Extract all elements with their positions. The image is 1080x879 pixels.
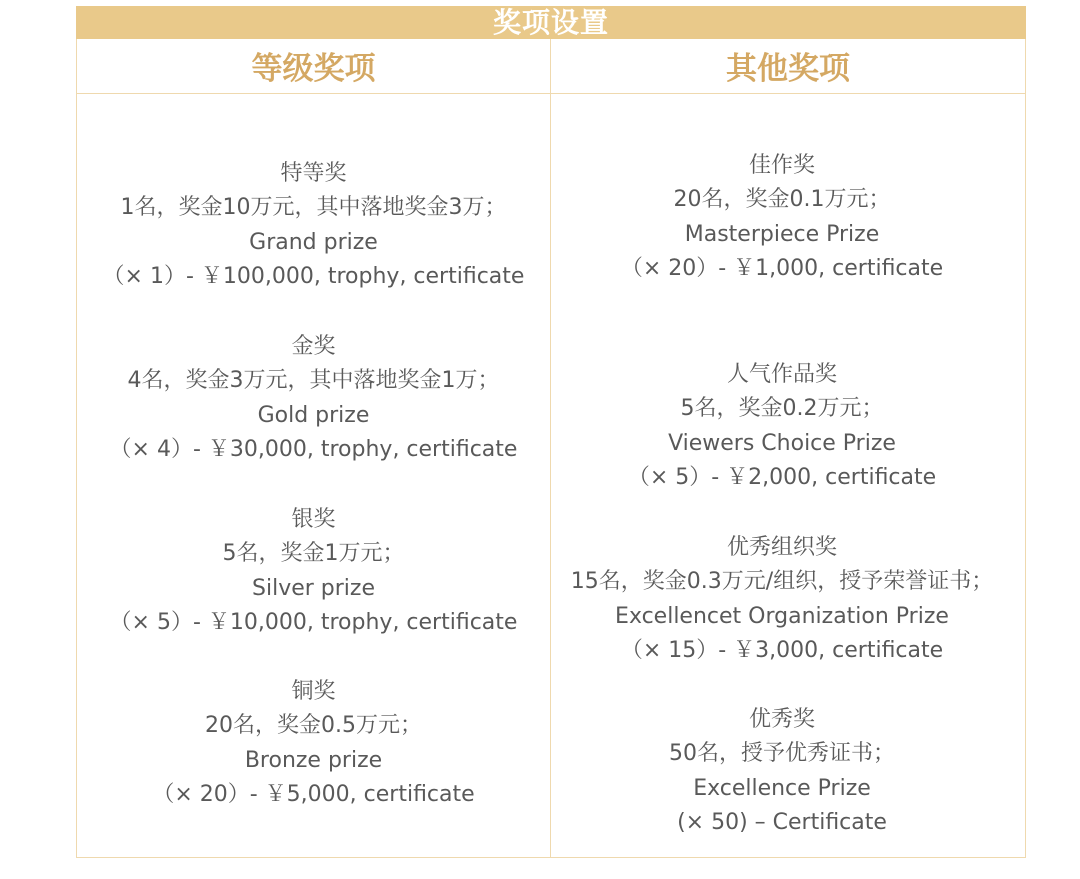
award-silver-prize — [67, 503, 560, 640]
award-detail-cn: 5名，奖金0.2万元； — [680, 396, 884, 422]
award-name-cn: 特等奖 — [280, 161, 347, 186]
award-organization-prize — [542, 531, 1022, 668]
column-header-grade-awards: 等级奖项 — [251, 51, 376, 87]
column-header-other-awards: 其他奖项 — [726, 51, 850, 87]
award-name-en: Silver prize — [252, 575, 375, 601]
award-detail-cn: 15名，奖金0.3万元/组织，授予荣誉证书； — [570, 569, 994, 595]
award-detail-cn: 5名，奖金1万元； — [222, 541, 405, 567]
award-detail-cn: 20名，奖金0.5万元； — [205, 713, 422, 739]
award-detail-en: （× 4）- ￥30,000, trophy, certificate — [109, 436, 518, 462]
award-excellence-prize — [542, 703, 1022, 840]
award-detail-cn: 50名，授予优秀证书； — [669, 741, 895, 767]
award-name-en: Excellencet Organization Prize — [615, 603, 949, 629]
award-name-cn: 金奖 — [291, 334, 336, 359]
header-divider — [77, 93, 1025, 94]
award-detail-en: （× 15）- ￥3,000, certificate — [620, 637, 944, 663]
award-name-en: Viewers Choice Prize — [668, 430, 896, 456]
award-grand-prize — [67, 157, 560, 294]
banner-title: 奖项设置 — [76, 6, 1026, 39]
award-detail-en: （× 20）- ￥5,000, certificate — [152, 781, 475, 807]
award-detail-en: （× 5）- ￥10,000, trophy, certificate — [109, 609, 518, 635]
award-name-en: Bronze prize — [244, 747, 383, 773]
award-name-cn: 人气作品奖 — [726, 362, 837, 387]
award-viewers-choice-prize — [542, 358, 1022, 495]
awards-table — [76, 39, 1026, 858]
award-name-en: Masterpiece Prize — [684, 221, 880, 247]
award-name-en: Excellence Prize — [693, 775, 871, 801]
award-detail-cn: 1名，奖金10万元，其中落地奖金3万； — [120, 195, 507, 221]
award-name-cn: 优秀奖 — [748, 707, 815, 732]
award-name-cn: 佳作奖 — [748, 153, 815, 178]
award-gold-prize — [67, 330, 560, 467]
award-detail-en: （× 20）- ￥1,000, certificate — [620, 255, 944, 281]
award-detail-en: (× 50) – Certificate — [677, 809, 887, 835]
award-detail-cn: 20名，奖金0.1万元； — [673, 187, 891, 213]
award-name-en: Gold prize — [257, 402, 370, 428]
award-name-cn: 优秀组织奖 — [726, 535, 837, 560]
award-detail-en: （× 1）- ￥100,000, trophy, certificate — [102, 263, 525, 289]
award-name-cn: 银奖 — [291, 507, 336, 532]
award-bronze-prize — [67, 675, 560, 812]
award-name-cn: 铜奖 — [291, 679, 336, 704]
award-detail-cn: 4名，奖金3万元，其中落地奖金1万； — [127, 368, 500, 394]
award-name-en: Grand prize — [249, 229, 378, 255]
award-masterpiece-prize — [542, 149, 1022, 286]
award-detail-en: （× 5）- ￥2,000, certificate — [627, 464, 937, 490]
